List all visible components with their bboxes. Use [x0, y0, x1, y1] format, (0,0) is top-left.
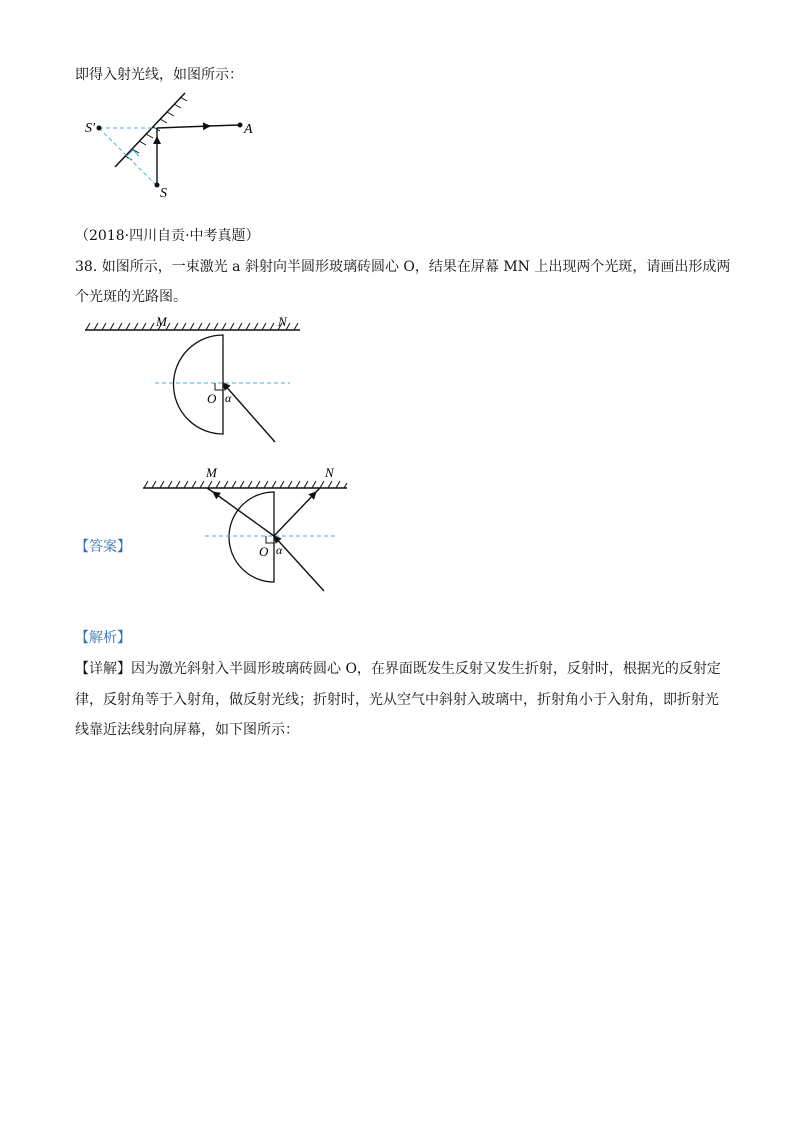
dashed-construction-lines	[99, 128, 157, 185]
label-m: M	[156, 314, 167, 329]
label-alpha: α	[276, 543, 283, 557]
figure-answer-light-path	[140, 464, 360, 599]
label-o: O	[259, 544, 269, 559]
label-n: N	[325, 465, 334, 480]
question-line-2: 个光斑的光路图。	[75, 289, 187, 305]
detail-line-2: 律，反射角等于入射角，做反射光线；折射时，光从空气中斜射入玻璃中，折射角小于入射角，即折射光	[75, 692, 719, 708]
question-line-1: 38. 如图所示，一束激光 a 斜射向半圆形玻璃砖圆心 O，结果在屏幕 MN 上出现两个光斑，请画出形成两	[75, 259, 731, 275]
figure-mirror-reflection	[80, 88, 270, 200]
label-m: M	[206, 465, 217, 480]
semicircle-glass	[174, 335, 224, 434]
analysis-label: 【解析】	[75, 630, 131, 646]
reflected-ray	[157, 126, 210, 128]
right-angle-mark	[215, 383, 223, 390]
reflected-ray	[274, 492, 316, 536]
point-a	[238, 123, 243, 128]
detail-line-3: 线靠近法线射向屏幕，如下图所示：	[75, 722, 299, 738]
point-s	[155, 183, 160, 188]
right-angle-mark	[266, 536, 274, 543]
refracted-ray	[213, 492, 274, 536]
screen-mn	[143, 481, 347, 488]
figure-question-semicircle	[80, 306, 310, 446]
source-note: （2018·四川自贡·中考真题）	[75, 228, 260, 244]
intro-text: 即得入射光线，如图所示：	[75, 67, 243, 83]
label-a: A	[244, 122, 253, 137]
screen-mn	[85, 323, 300, 330]
label-o: O	[207, 391, 217, 406]
point-s-prime	[97, 126, 102, 131]
mirror	[115, 93, 187, 167]
label-s: S	[160, 186, 167, 200]
label-s-prime: S′	[85, 121, 96, 136]
detail-line-1: 【详解】因为激光斜射入半圆形玻璃砖圆心 O，在界面既发生反射又发生折射，反射时，根据光的反射定	[75, 661, 721, 677]
label-alpha: α	[225, 391, 232, 405]
answer-label: 【答案】	[75, 539, 131, 555]
semicircle-glass	[229, 492, 274, 582]
label-n: N	[278, 314, 287, 329]
